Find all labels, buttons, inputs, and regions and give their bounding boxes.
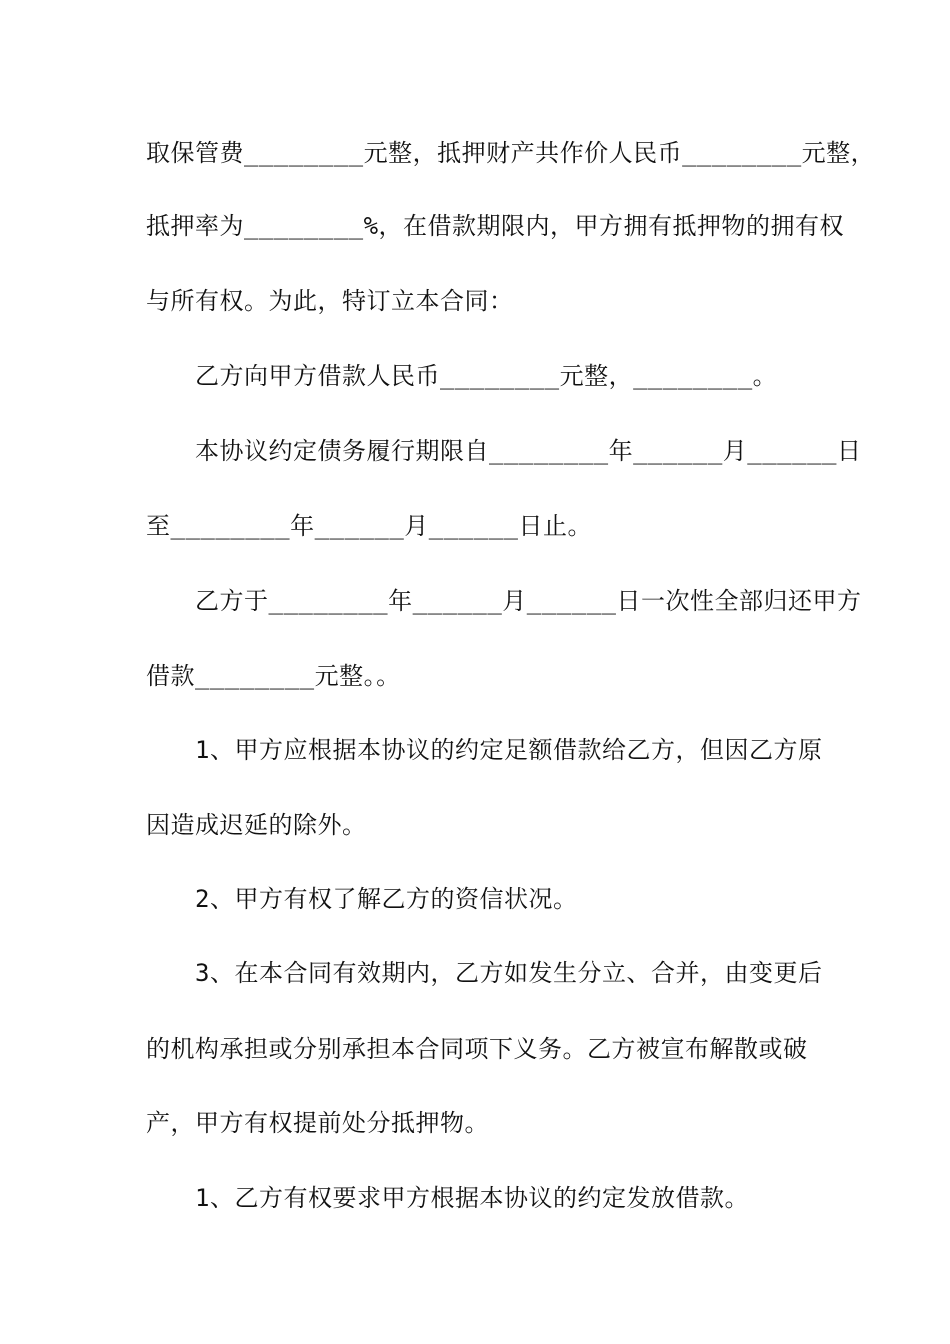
paragraph-line: 因造成迟延的除外。	[146, 811, 367, 839]
paragraph-line: 与所有权。为此，特订立本合同：	[146, 287, 514, 315]
paragraph-line: 借款________元整。。	[146, 662, 401, 690]
paragraph-line: 乙方于________年______月______日一次性全部归还甲方	[146, 587, 862, 615]
paragraph-line: 的机构承担或分别承担本合同项下义务。乙方被宣布解散或破	[146, 1035, 808, 1063]
paragraph-line: 2、甲方有权了解乙方的资信状况。	[146, 885, 578, 913]
paragraph-line: 1、甲方应根据本协议的约定足额借款给乙方，但因乙方原	[146, 736, 823, 764]
paragraph-line: 取保管费________元整，抵押财产共作价人民币________元整，	[146, 139, 876, 167]
paragraph-line: 3、在本合同有效期内，乙方如发生分立、合并，由变更后	[146, 959, 823, 987]
paragraph-line: 至________年______月______日止。	[146, 512, 592, 540]
paragraph-line: 抵押率为________%，在借款期限内，甲方拥有抵押物的拥有权	[146, 212, 845, 240]
paragraph-line: 乙方向甲方借款人民币________元整，________。	[146, 362, 778, 390]
paragraph-line: 本协议约定债务履行期限自________年______月______日	[146, 437, 862, 465]
paragraph-line: 1、乙方有权要求甲方根据本协议的约定发放借款。	[146, 1184, 749, 1212]
paragraph-line: 产，甲方有权提前处分抵押物。	[146, 1109, 489, 1137]
